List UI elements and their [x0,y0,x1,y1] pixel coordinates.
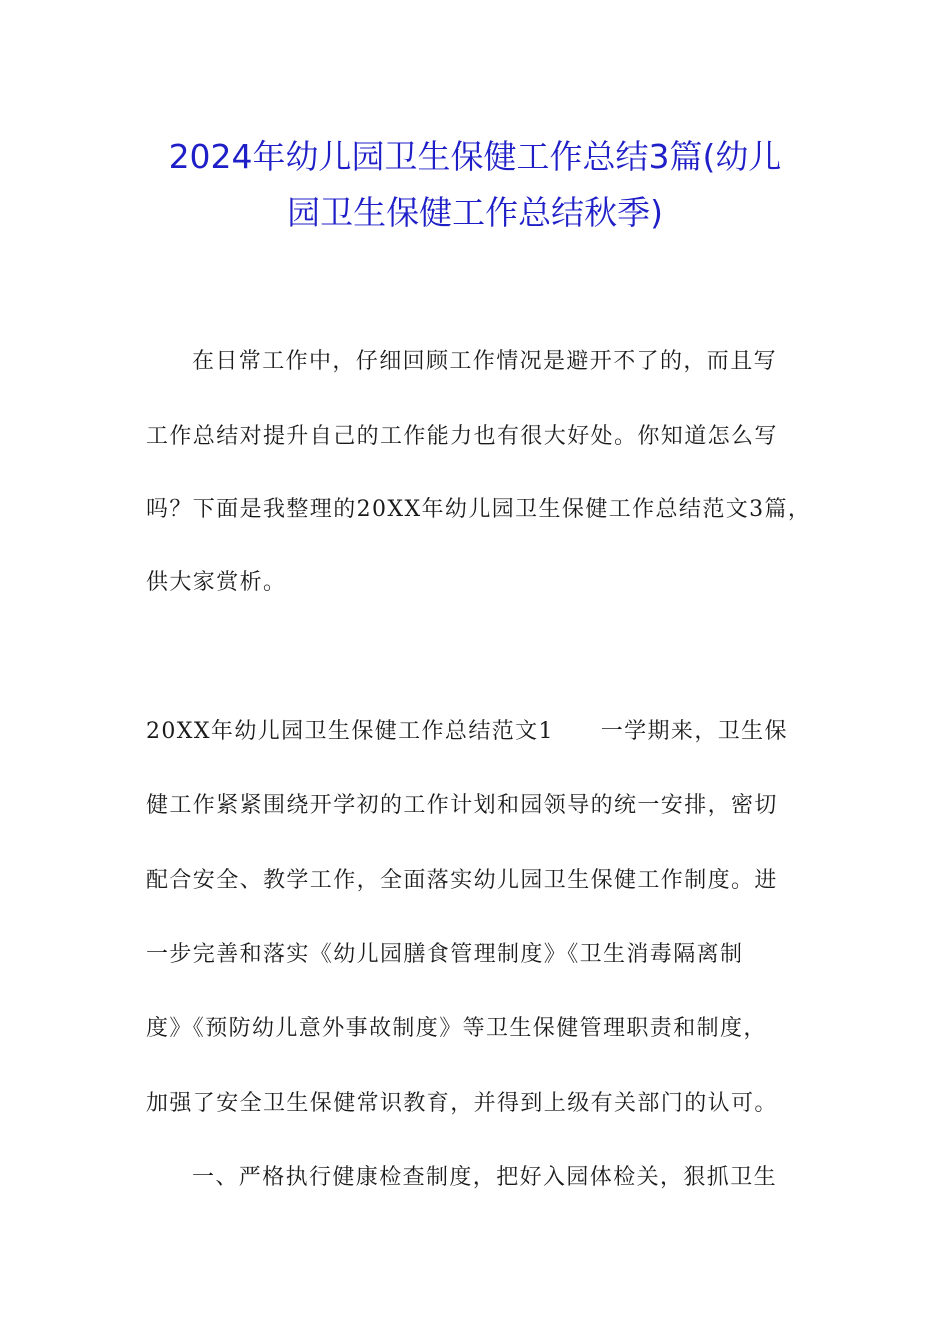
section1-line-5: 度》《预防幼儿意外事故制度》等卫生保健管理职责和制度， [146,1016,767,1041]
intro-line-2: 工作总结对提升自己的工作能力也有很大好处。你知道怎么写 [146,424,778,449]
document-title-line-2: 园卫生保健工作总结秋季) [287,193,663,232]
document-title-line-1: 2024年幼儿园卫生保健工作总结3篇(幼儿 [168,137,782,176]
intro-line-4: 供大家赏析。 [146,570,287,595]
intro-line-3: 吗？下面是我整理的20XX年幼儿园卫生保健工作总结范文3篇， [146,497,812,522]
section2-line-1: 一、严格执行健康检查制度，把好入园体检关，狠抓卫生 [192,1165,778,1190]
section1-line-4: 一步完善和落实《幼儿园膳食管理制度》《卫生消毒隔离制 [146,942,744,967]
section1-line-1: 20XX年幼儿园卫生保健工作总结范文1 一学期来，卫生保 [146,719,788,744]
intro-line-1: 在日常工作中，仔细回顾工作情况是避开不了的，而且写 [192,349,778,374]
section1-line-2: 健工作紧紧围绕开学初的工作计划和园领导的统一安排，密切 [146,793,778,818]
section1-line-3: 配合安全、教学工作，全面落实幼儿园卫生保健工作制度。进 [146,868,778,893]
section1-line-6: 加强了安全卫生保健常识教育，并得到上级有关部门的认可。 [146,1091,778,1116]
